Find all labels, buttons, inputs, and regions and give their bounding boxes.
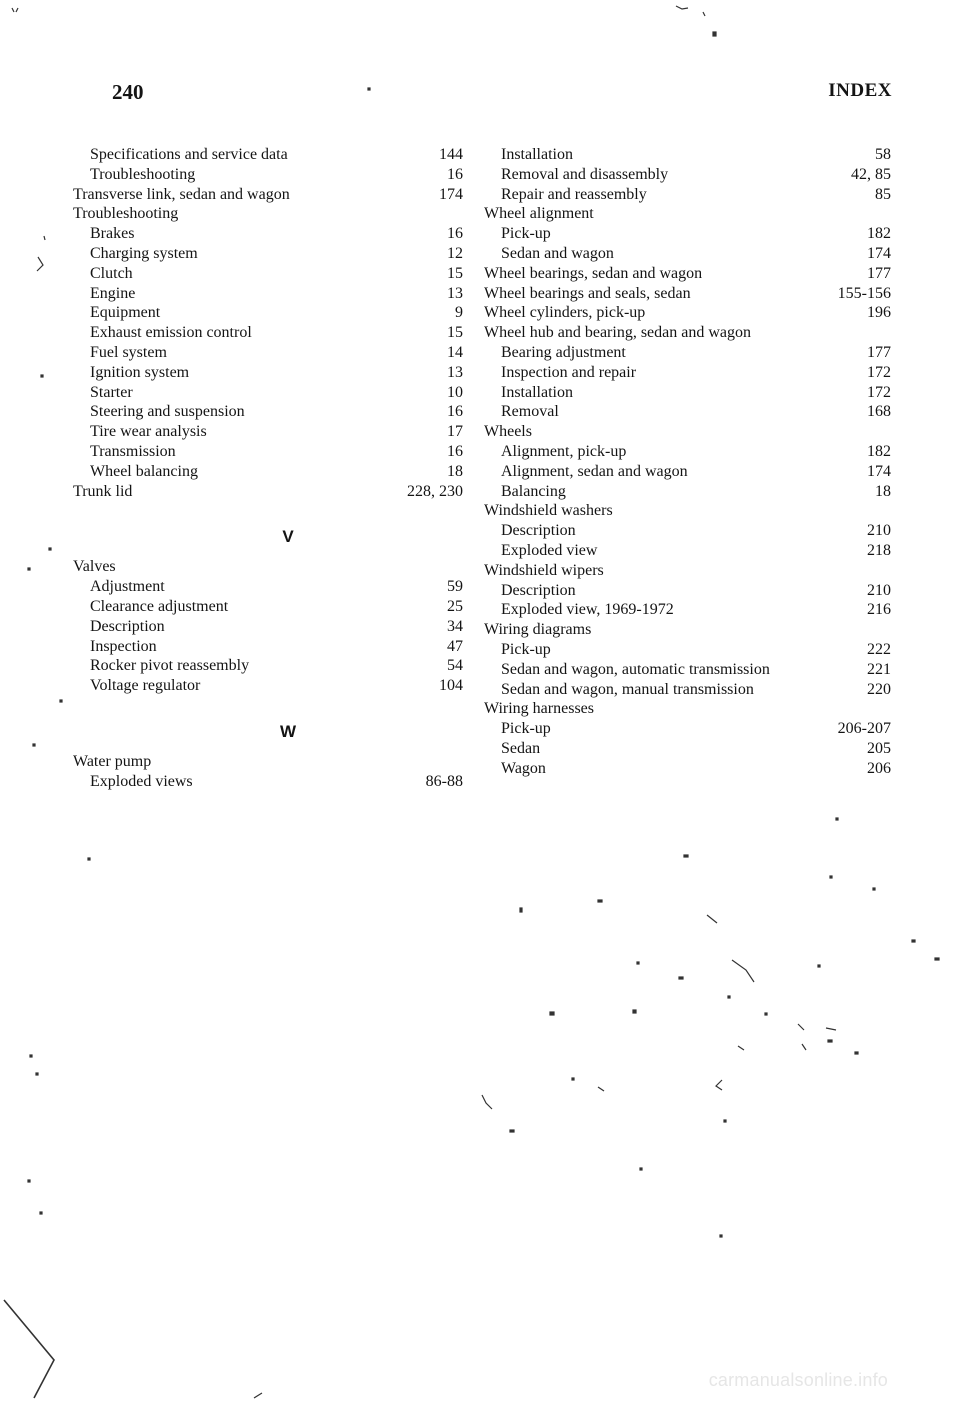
index-page-ref: 221	[867, 660, 891, 678]
index-page-ref: 13	[447, 363, 463, 381]
index-page-ref: 34	[447, 617, 463, 635]
index-page-ref: 17	[447, 423, 463, 441]
index-term: Removal and disassembly	[501, 165, 669, 183]
index-column-left	[73, 145, 463, 792]
index-term: Starter	[90, 383, 133, 401]
index-subentry	[73, 442, 463, 462]
index-page-ref: 172	[867, 383, 891, 401]
index-term: Wiring harnesses	[484, 700, 594, 718]
index-page-ref: 210	[867, 522, 891, 540]
index-heading	[484, 323, 891, 343]
index-term: Troubleshooting	[90, 165, 196, 183]
index-term: Clearance adjustment	[90, 597, 229, 615]
index-subentry	[484, 165, 891, 185]
index-page-ref: 15	[447, 324, 463, 342]
index-heading	[73, 557, 463, 577]
index-term: Description	[501, 522, 576, 540]
index-page-ref: 16	[447, 165, 463, 183]
index-term: Clutch	[90, 264, 133, 282]
index-term: Exploded views	[90, 772, 193, 790]
section-letter: V	[282, 527, 294, 547]
index-page-ref: 18	[875, 482, 891, 500]
index-subentry	[484, 541, 891, 561]
index-term: Bearing adjustment	[501, 343, 626, 361]
index-term: Sedan and wagon, manual transmission	[501, 680, 754, 698]
index-term: Windshield wipers	[484, 561, 604, 579]
index-subentry	[73, 597, 463, 617]
index-page-ref: 205	[867, 739, 891, 757]
index-term: Removal	[501, 403, 559, 421]
index-page-ref: 9	[455, 304, 463, 322]
index-subentry	[484, 482, 891, 502]
index-subentry	[484, 402, 891, 422]
index-term: Wagon	[501, 759, 546, 777]
index-page-ref: 216	[867, 601, 891, 619]
index-subentry	[484, 462, 891, 482]
index-term: Tire wear analysis	[90, 423, 207, 441]
index-term: Installation	[501, 383, 573, 401]
index-page-ref: 54	[447, 657, 463, 675]
index-page-ref: 220	[867, 680, 891, 698]
index-heading	[484, 561, 891, 581]
index-page-ref: 196	[867, 304, 891, 322]
index-subentry	[73, 165, 463, 185]
index-page-ref: 218	[867, 541, 891, 559]
index-page-ref: 155-156	[837, 284, 891, 302]
index-page-ref: 47	[447, 637, 463, 655]
index-term: Charging system	[90, 244, 198, 262]
index-subentry	[73, 264, 463, 284]
index-page-ref: 58	[875, 146, 891, 163]
index-heading	[484, 422, 891, 442]
index-heading	[484, 264, 891, 284]
index-subentry	[484, 185, 891, 205]
index-term: Equipment	[90, 304, 161, 322]
index-page-ref: 18	[447, 462, 463, 480]
index-term: Installation	[501, 146, 573, 163]
watermark: carmanualsonline.info	[708, 1370, 888, 1390]
index-page-ref: 16	[447, 403, 463, 421]
index-page-ref: 168	[867, 403, 891, 421]
index-subentry	[73, 577, 463, 597]
index-page-ref: 206	[867, 759, 891, 777]
index-page-ref: 177	[867, 264, 891, 282]
index-term: Inspection	[90, 637, 157, 655]
index-heading	[484, 284, 891, 304]
index-subentry	[484, 581, 891, 601]
index-term: Transverse link, sedan and wagon	[73, 185, 290, 203]
index-term: Wheel bearings, sedan and wagon	[484, 264, 703, 282]
index-page-ref: 144	[439, 146, 463, 163]
index-page-ref: 228, 230	[407, 482, 463, 500]
index-heading	[484, 699, 891, 719]
index-term: Sedan and wagon	[501, 244, 614, 262]
index-page-ref: 14	[447, 343, 463, 361]
index-subentry	[484, 145, 891, 165]
page-number: 240	[112, 80, 144, 104]
index-heading	[73, 752, 463, 772]
index-term: Exploded view, 1969-1972	[501, 601, 674, 619]
index-subentry	[73, 284, 463, 304]
index-term: Wheel balancing	[90, 462, 198, 480]
section-letter: W	[279, 721, 297, 741]
index-term: Sedan	[501, 739, 541, 757]
index-term: Engine	[90, 284, 136, 302]
index-term: Steering and suspension	[90, 403, 245, 421]
index-subentry	[73, 383, 463, 403]
index-term: Alignment, pick-up	[501, 442, 627, 460]
index-term: Voltage regulator	[90, 677, 201, 695]
index-subentry	[484, 759, 891, 779]
index-subentry	[484, 739, 891, 759]
index-term: Ignition system	[90, 363, 190, 381]
index-term: Valves	[73, 558, 116, 576]
index-heading	[484, 204, 891, 224]
index-term: Pick-up	[501, 225, 551, 243]
running-head: INDEX	[828, 80, 892, 101]
index-term: Inspection and repair	[501, 363, 637, 381]
index-page-ref: 16	[447, 225, 463, 243]
index-page-ref: 86-88	[425, 772, 463, 790]
index-page-ref: 206-207	[837, 720, 891, 738]
index-term: Alignment, sedan and wagon	[501, 462, 688, 480]
index-subentry	[73, 244, 463, 264]
index-subentry	[73, 224, 463, 244]
index-page-ref: 210	[867, 581, 891, 599]
index-subentry	[484, 244, 891, 264]
index-term: Wheel bearings and seals, sedan	[484, 284, 691, 302]
index-column-right	[484, 145, 891, 779]
index-page-ref: 174	[439, 185, 463, 203]
index-page-ref: 59	[447, 578, 463, 596]
index-subentry	[484, 363, 891, 383]
index-term: Balancing	[501, 482, 566, 500]
index-subentry	[484, 442, 891, 462]
index-term: Description	[90, 617, 165, 635]
index-subentry	[73, 462, 463, 482]
index-subentry	[73, 303, 463, 323]
index-term: Transmission	[90, 442, 176, 460]
index-subentry	[484, 600, 891, 620]
index-page-ref: 13	[447, 284, 463, 302]
index-subentry	[73, 363, 463, 383]
index-heading	[73, 204, 463, 224]
index-subentry	[484, 383, 891, 403]
index-term: Specifications and service data	[90, 146, 288, 163]
index-subentry	[73, 323, 463, 343]
index-page-ref: 15	[447, 264, 463, 282]
index-page-ref: 174	[867, 462, 891, 480]
index-subentry	[73, 343, 463, 363]
index-subentry	[484, 660, 891, 680]
index-subentry	[484, 224, 891, 244]
index-page-ref: 177	[867, 343, 891, 361]
index-page-ref: 12	[447, 244, 463, 262]
index-page-ref: 172	[867, 363, 891, 381]
index-page-ref: 42, 85	[851, 165, 891, 183]
index-subentry	[484, 343, 891, 363]
index-page-ref: 182	[867, 225, 891, 243]
index-term: Wheel hub and bearing, sedan and wagon	[484, 324, 752, 342]
index-heading	[484, 501, 891, 521]
index-heading	[484, 303, 891, 323]
index-term: Rocker pivot reassembly	[90, 657, 250, 675]
index-term: Wiring diagrams	[484, 621, 592, 639]
index-page-ref: 85	[875, 185, 891, 203]
index-subentry	[73, 402, 463, 422]
index-page-ref: 25	[447, 597, 463, 615]
index-subentry	[73, 637, 463, 657]
index-term: Exploded view	[501, 541, 598, 559]
index-heading	[484, 620, 891, 640]
index-heading	[73, 482, 463, 502]
index-term: Wheels	[484, 423, 532, 441]
index-subentry	[484, 521, 891, 541]
index-page-ref: 174	[867, 244, 891, 262]
index-subentry	[73, 656, 463, 676]
index-subentry	[73, 422, 463, 442]
index-term: Description	[501, 581, 576, 599]
index-term: Water pump	[73, 752, 152, 770]
index-term: Pick-up	[501, 720, 551, 738]
index-subentry	[73, 676, 463, 696]
index-term: Pick-up	[501, 640, 551, 658]
index-subentry	[73, 145, 463, 165]
index-term: Exhaust emission control	[90, 324, 252, 342]
index-subentry	[484, 680, 891, 700]
index-subentry	[73, 772, 463, 792]
index-term: Wheel alignment	[484, 205, 594, 223]
index-page-ref: 222	[867, 640, 891, 658]
index-term: Repair and reassembly	[501, 185, 647, 203]
index-term: Wheel cylinders, pick-up	[484, 304, 646, 322]
index-subentry	[484, 719, 891, 739]
index-term: Adjustment	[90, 578, 165, 596]
index-term: Troubleshooting	[73, 205, 179, 223]
index-page-ref: 16	[447, 442, 463, 460]
index-page-ref: 182	[867, 442, 891, 460]
index-term: Fuel system	[90, 343, 167, 361]
index-term: Windshield washers	[484, 502, 613, 520]
index-term: Sedan and wagon, automatic transmission	[501, 660, 770, 678]
page-header	[112, 80, 892, 120]
index-subentry	[73, 617, 463, 637]
index-subentry	[484, 640, 891, 660]
index-term: Brakes	[90, 225, 135, 243]
index-heading	[73, 185, 463, 205]
index-term: Trunk lid	[73, 482, 133, 500]
index-page-ref: 10	[447, 383, 463, 401]
index-page-ref: 104	[439, 677, 463, 695]
